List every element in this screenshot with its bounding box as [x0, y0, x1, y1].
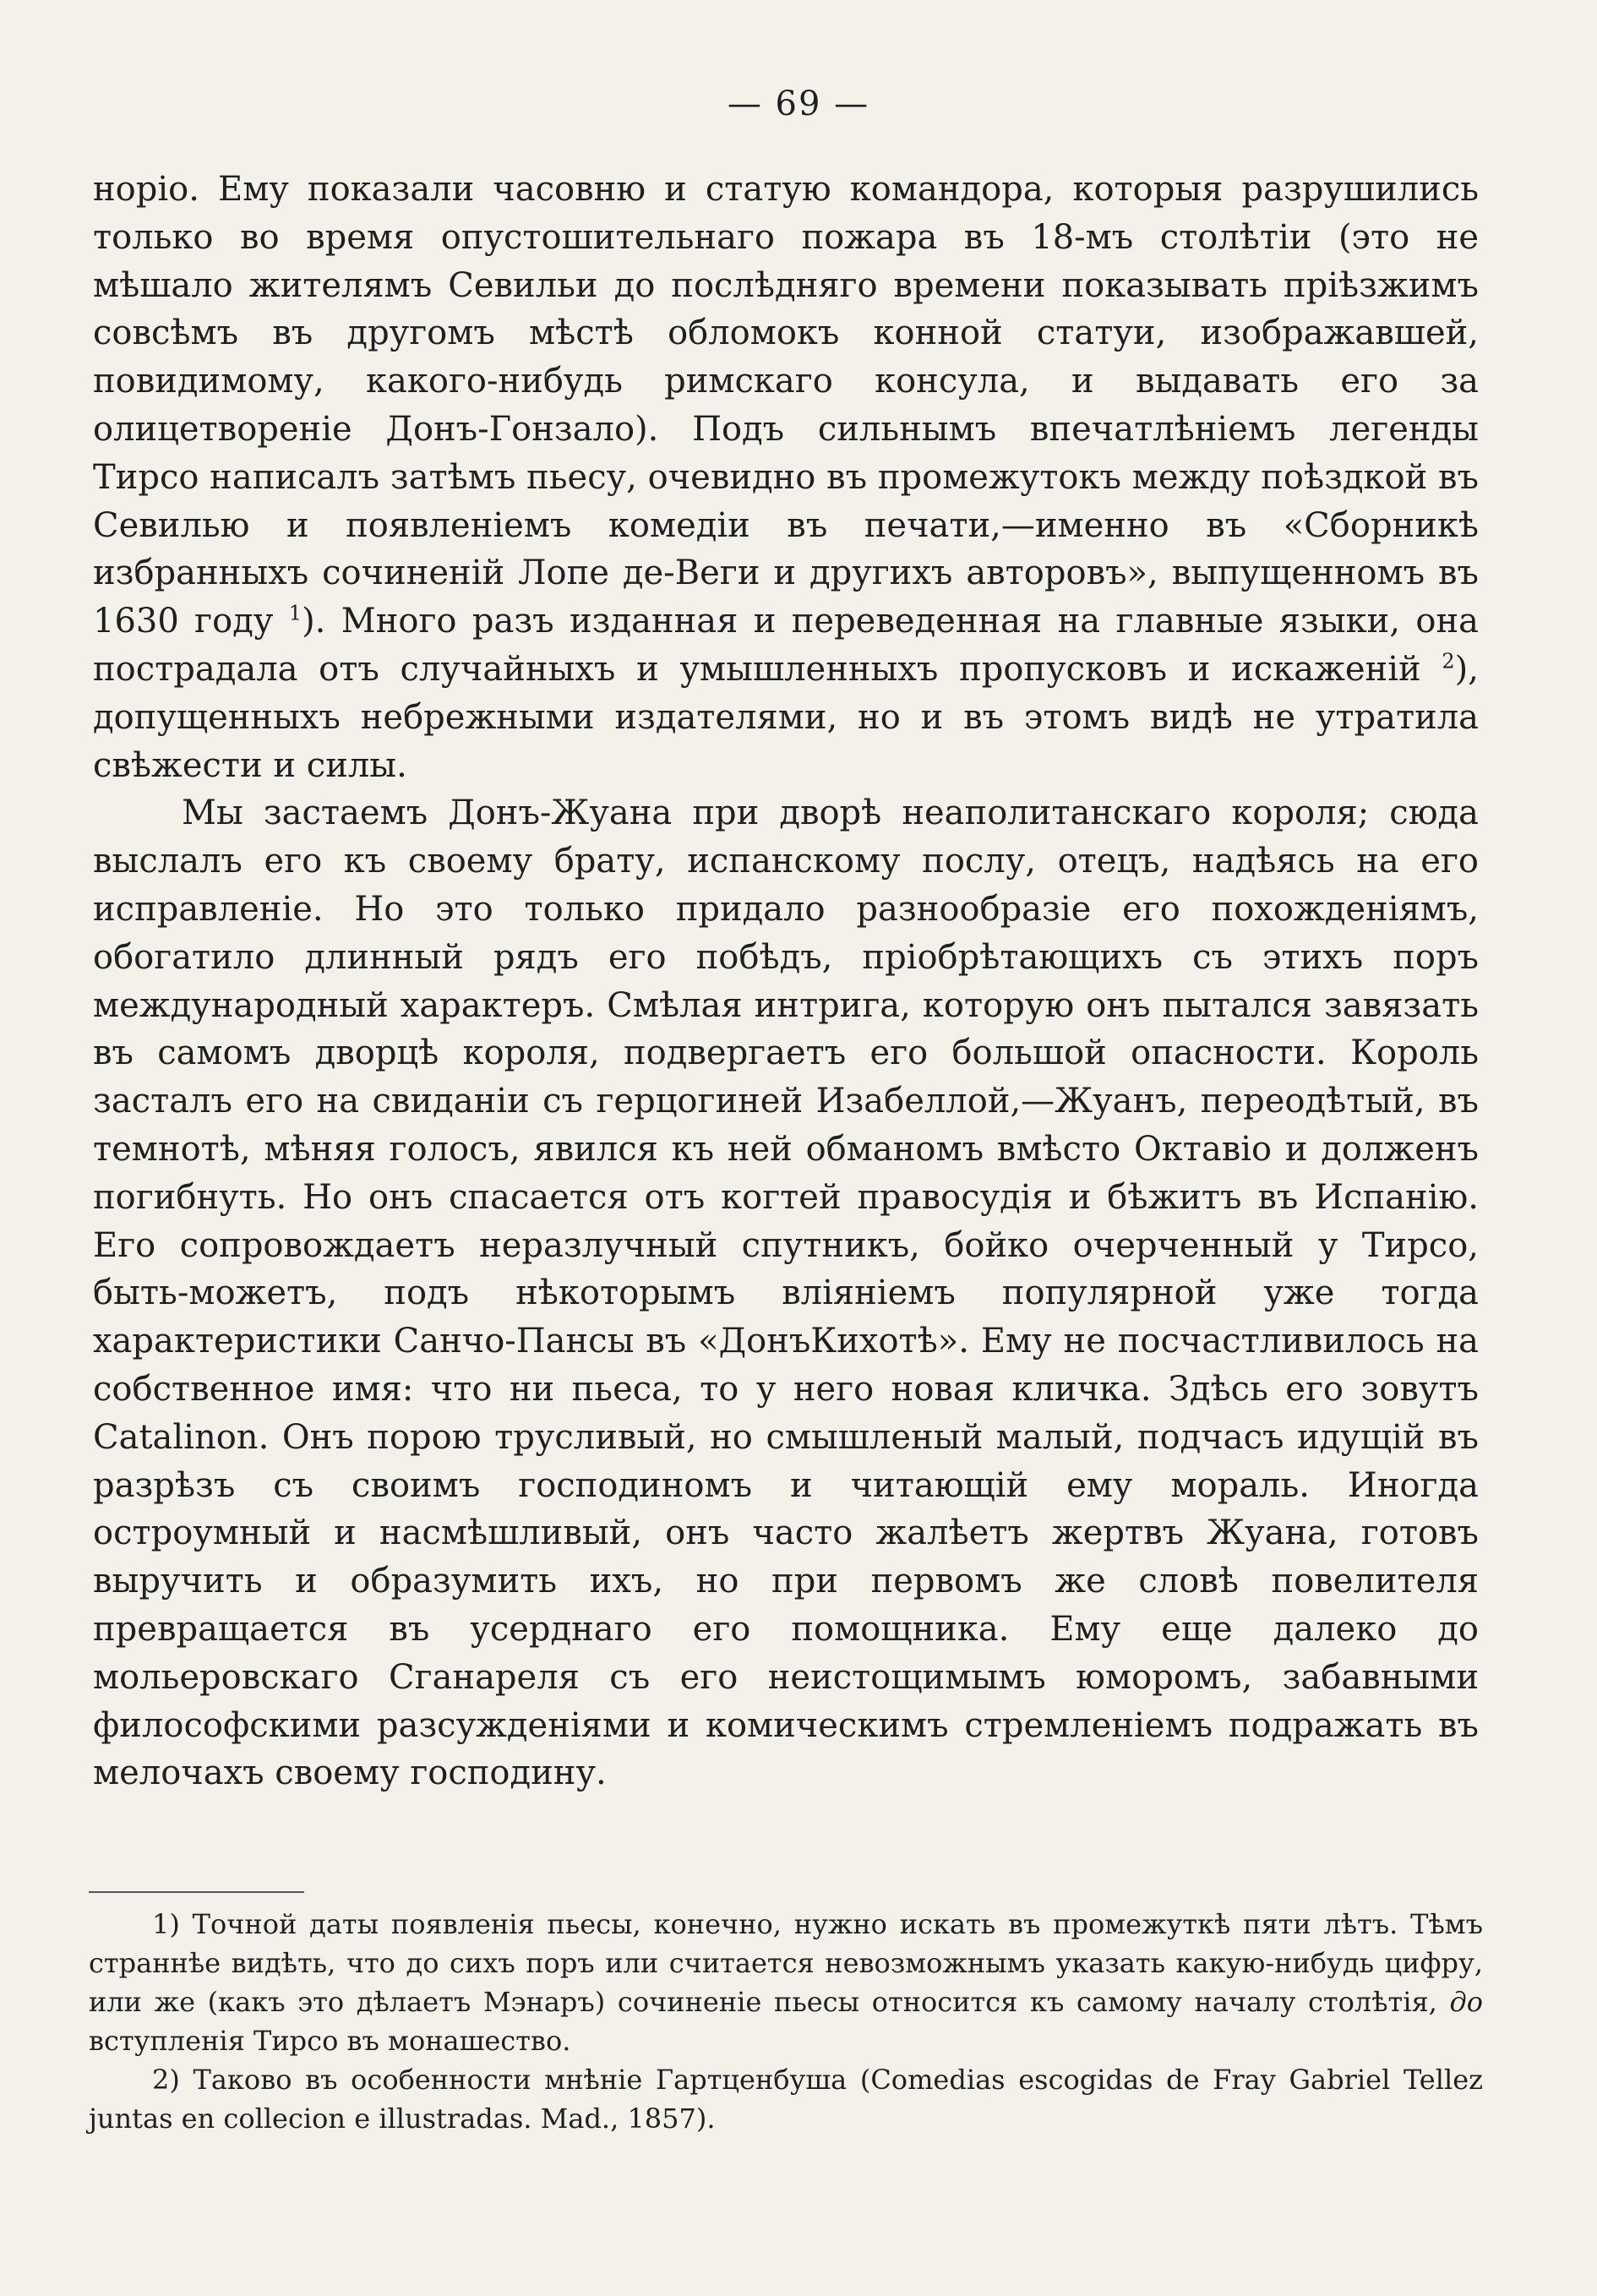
- footnote-divider: [89, 1891, 304, 1893]
- footnote-2-mark: 2): [152, 2064, 180, 2096]
- footnote-2: [89, 2060, 1483, 2138]
- page-number: — 69 —: [727, 85, 870, 123]
- paragraph-1: [93, 166, 1479, 789]
- footnote-ref-2: 2: [1442, 649, 1455, 674]
- paragraph-1-part-2: ). Много разъ изданная и переведенная на главные языки, она пострадала отъ случайныхъ и умышленныхъ пропусковъ и искаженій: [93, 602, 1480, 689]
- footnote-1: [89, 1905, 1483, 2060]
- footnote-1-text-a: Точной даты появленія пьесы, конечно, нужно искать въ промежуткѣ пяти лѣтъ. Тѣмъ страннѣе видѣть, что до сихъ поръ или считается невозможнымъ указать какую-нибудь цифру, или же (какъ это дѣлаетъ Мэнаръ) сочиненіе пьесы относится къ самому началу столѣтія,: [89, 1908, 1484, 2018]
- paragraph-1-part-1: норіо. Ему показали часовню и статую командора, которыя разрушились только во время опустошительнаго пожара въ 18-мъ столѣтіи (это не мѣшало жителямъ Севильи до послѣдняго времени показывать пріѣзжимъ совсѣмъ въ другомъ мѣстѣ обломокъ конной статуи, изображавшей, повидимому, какого-нибудь римскаго консула, и выдавать его за олицетвореніе Донъ-Гонзало). Подъ сильнымъ впечатлѣніемъ легенды Тирсо написалъ затѣмъ пьесу, очевидно въ промежутокъ между поѣздкой въ Севилью и появленіемъ комедіи въ печати,—именно въ «Сборникѣ избранныхъ сочиненій Лопе де-Веги и другихъ авторовъ», выпущенномъ въ 1630 году: [93, 170, 1479, 641]
- main-text: [93, 166, 1479, 1797]
- footnote-1-text-b: вступленія Тирсо въ монашество.: [89, 2025, 571, 2057]
- footnote-ref-1: 1: [288, 601, 303, 625]
- footnote-1-mark: 1): [152, 1908, 180, 1940]
- footnotes: [89, 1905, 1483, 2138]
- paragraph-2: Мы застаемъ Донъ-Жуана при дворѣ неаполитанскаго короля; сюда выслалъ его къ своему брату, испанскому послу, отецъ, надѣясь на его исправленіе. Но это только придало разнообразіе его похожденіямъ, обогатило длинный рядъ его побѣдъ, пріобрѣтающихъ съ этихъ поръ международный характеръ. Смѣлая интрига, которую онъ пытался завязать въ самомъ дворцѣ короля, подвергаетъ его большой опасности. Король засталъ его на свиданіи съ герцогиней Изабеллой,—Жуанъ, переодѣтый, въ темнотѣ, мѣняя голосъ, явился къ ней обманомъ вмѣсто Октавіо и долженъ погибнуть. Но онъ спасается отъ когтей правосудія и бѣжитъ въ Испанію. Его сопровождаетъ неразлучный спутникъ, бойко очерченный у Тирсо, быть-можетъ, подъ нѣкоторымъ вліяніемъ популярной уже тогда характеристики Санчо-Пансы въ «ДонъКихотѣ». Ему не посчастливилось на собственное имя: что ни пьеса, то у него новая кличка. Здѣсь его зовутъ Catalinon. Онъ порою трусливый, но смышленый малый, подчасъ идущій въ разрѣзъ съ своимъ господиномъ и читающій ему мораль. Иногда остроумный и насмѣшливый, онъ часто жалѣетъ жертвъ Жуана, готовъ выручить и образумить ихъ, но при первомъ же словѣ повелителя превращается въ усерднаго его помощника. Ему еще далеко до мольеровскаго Сганареля съ его неистощимымъ юморомъ, забавными философскими разсужденіями и комическимъ стремленіемъ подражать въ мелочахъ своему господину.: [93, 794, 1479, 1793]
- footnote-1-italic: до: [1449, 1986, 1484, 2018]
- paragraph-1-part-3: ), допущенныхъ небрежными издателями, но и въ этомъ видѣ не утратила свѣжести и силы.: [93, 649, 1479, 785]
- footnote-2-text: Таково въ особенности мнѣніе Гартценбуша (Comedias escogidas de Fray Gabriel Tellez juntas en collecion e illustradas. Mad., 1857).: [89, 2064, 1484, 2135]
